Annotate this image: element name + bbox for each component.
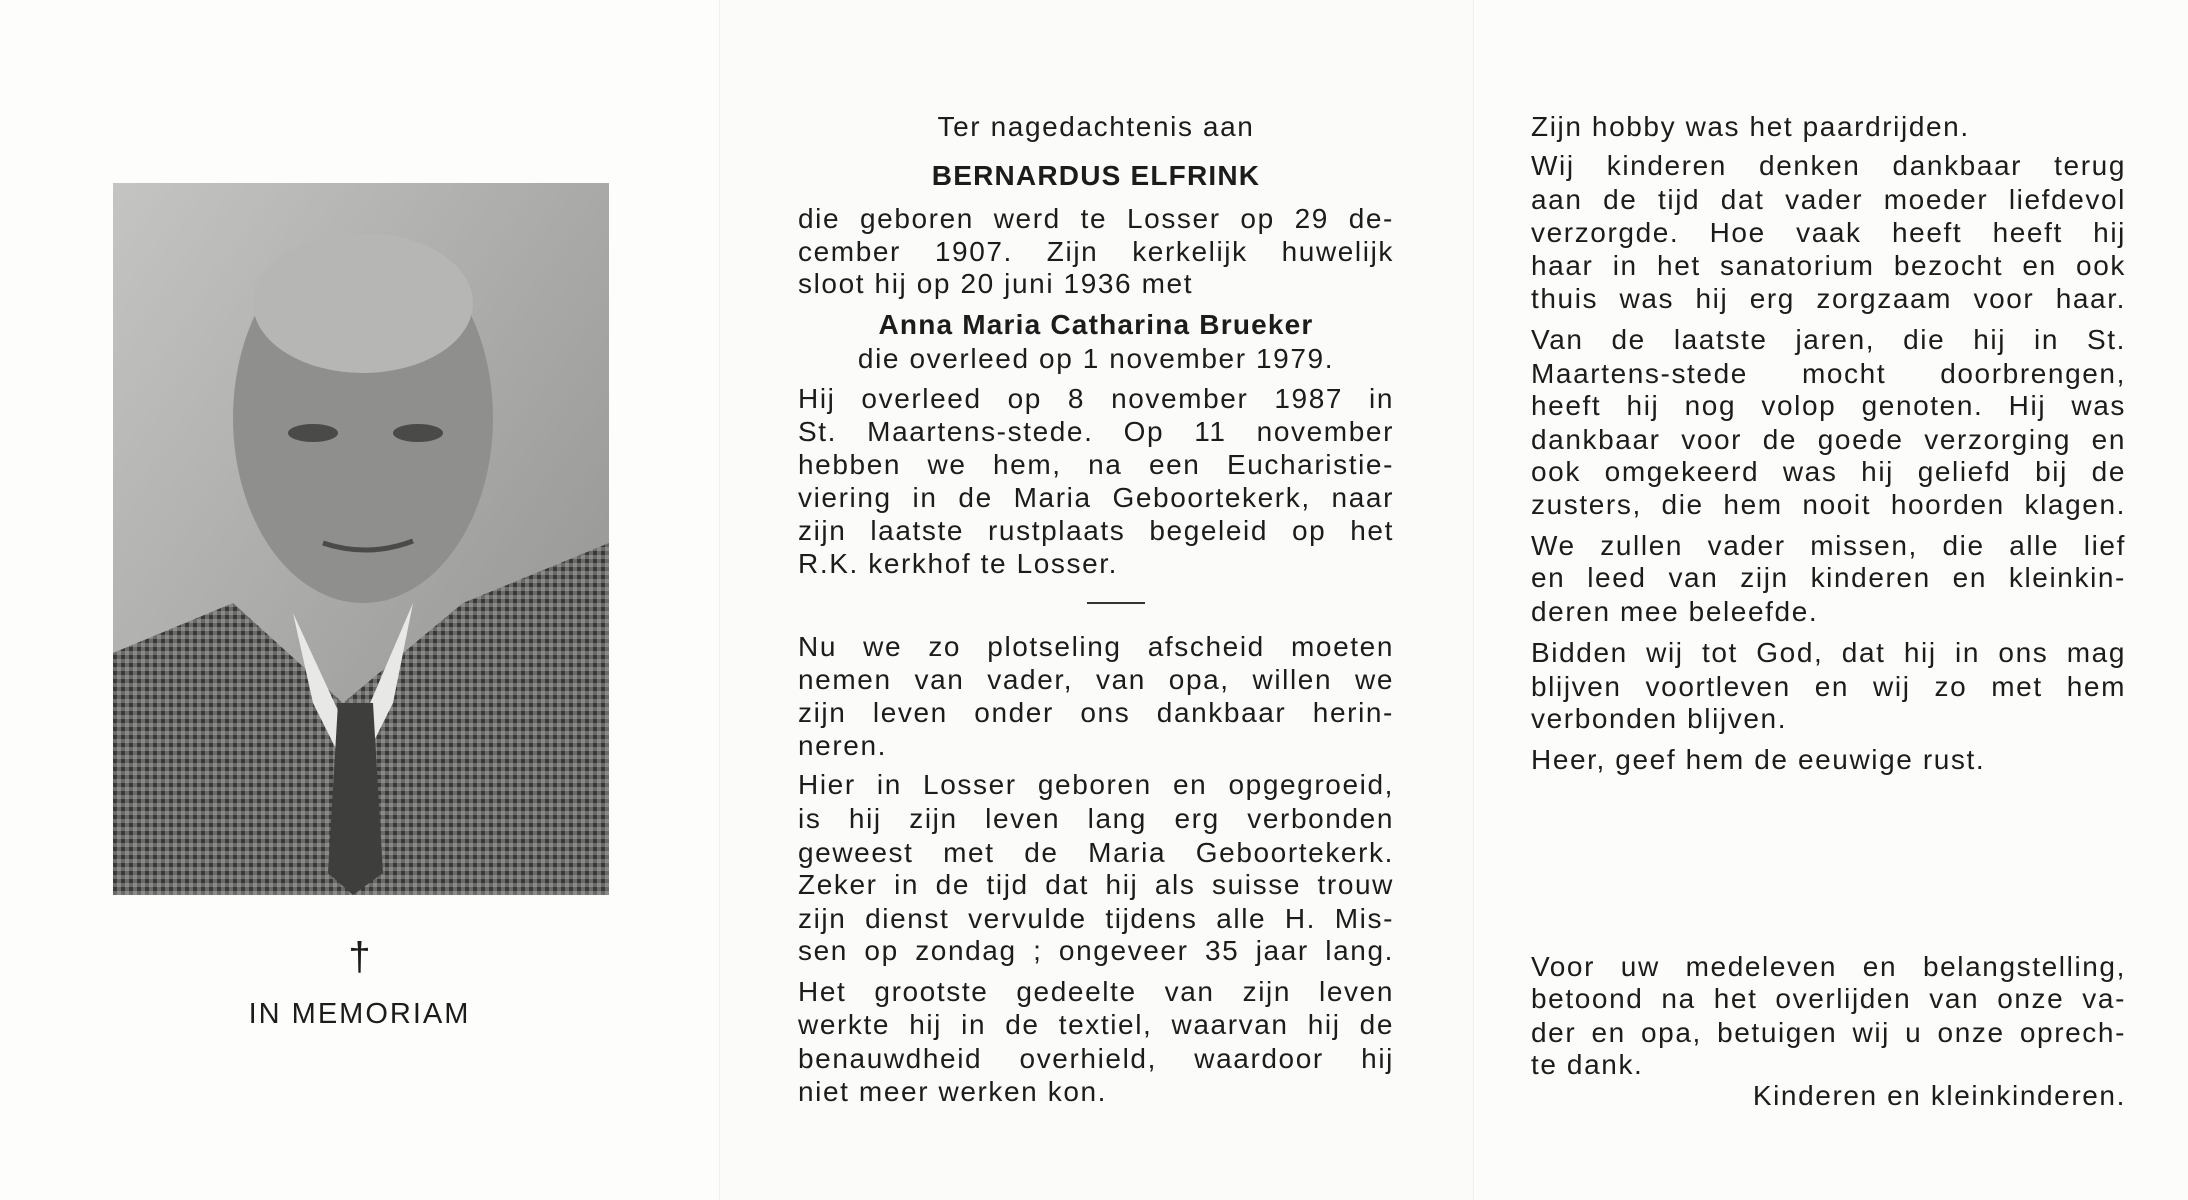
middle-column-text-line: niet meer werken kon. [798,1076,1108,1107]
right-column-text-line: Heer, geef hem de eeuwige rust. [1531,744,1986,775]
right-column-text-line: Voor uw medeleven en belangstelling, [1531,951,2126,982]
right-column-text-line: ook omgekeerd was hij geliefd bij de [1531,456,2126,487]
in-memoriam-label: IN MEMORIAM [248,998,471,1030]
middle-column-text-line: sloot hij op 20 juni 1936 met [798,268,1194,299]
right-column-text-line: Maartens-stede mocht doorbrengen, [1531,358,2126,389]
middle-column-text-line: Zeker in de tijd dat hij als suisse trouw [798,869,1394,900]
middle-column-text-line: R.K. kerkhof te Losser. [798,548,1119,579]
right-column-text-line: deren mee beleefde. [1531,596,1819,627]
right-column-text-line: zusters, die hem nooit hoorden klagen. [1531,489,2126,520]
middle-column-text-line: geweest met de Maria Geboortekerk. [798,837,1394,868]
middle-column-text-line: hebben we hem, na een Eucharistie- [798,449,1394,480]
right-column-text-line: Van de laatste jaren, die hij in St. [1531,324,2126,355]
right-column-text-line: Kinderen en kleinkinderen. [1752,1080,2126,1111]
middle-column-text-line: zijn laatste rustplaats begeleid op het [798,515,1394,546]
middle-column-text-line: nemen van vader, van opa, willen we [798,664,1394,695]
middle-column-text-line: is hij zijn leven lang erg verbonden [798,803,1394,834]
right-column-text-line: Wij kinderen denken dankbaar terug [1531,150,2126,181]
middle-column-text-line: Het grootste gedeelte van zijn leven [798,976,1394,1007]
portrait-photo [113,183,609,895]
right-column-text-line: haar in het sanatorium bezocht en ook [1531,250,2126,281]
middle-column-text-line: die geboren werd te Losser op 29 de- [798,203,1394,234]
right-column-text-line: heeft hij nog volop genoten. Hij was [1531,390,2126,421]
right-column-text-line: aan de tijd dat vader moeder liefdevol [1531,184,2126,215]
middle-column-text-line: zijn dienst vervulde tijdens alle H. Mis- [798,903,1394,934]
middle-column-text-line: die overleed op 1 november 1979. [857,343,1335,374]
cross-icon: † [348,935,371,979]
right-column-text-line: verzorgde. Hoe vaak heeft heeft hij [1531,217,2126,248]
section-divider [1087,602,1145,604]
middle-column-text-line: St. Maartens-stede. Op 11 november [798,416,1394,447]
middle-column-text-line: BERNARDUS ELFRINK [931,160,1261,191]
right-panel [1473,0,2188,1200]
middle-column-text-line: Hier in Losser geboren en opgegroeid, [798,769,1394,800]
right-column-text-line: thuis was hij erg zorgzaam voor haar. [1531,283,2126,314]
middle-column-text-line: Ter nagedachtenis aan [937,111,1255,142]
middle-panel [719,0,1474,1200]
middle-column-text-line: neren. [798,730,887,761]
right-column-text-line: betoond na het overlijden van onze va- [1531,983,2126,1014]
right-column-text-line: We zullen vader missen, die alle lief [1531,530,2126,561]
right-column-text-line: te dank. [1531,1049,1644,1080]
left-panel [0,0,719,1200]
middle-column-text-line: werkte hij in de textiel, waarvan hij de [798,1009,1394,1040]
right-column-text-line: blijven voortleven en wij zo met hem [1531,671,2126,702]
middle-column-text-line: viering in de Maria Geboortekerk, naar [798,482,1394,513]
middle-column-text-line: Nu we zo plotseling afscheid moeten [798,631,1394,662]
middle-column-text-line: benauwdheid overhield, waardoor hij [798,1043,1394,1074]
middle-column-text-line: Hij overleed op 8 november 1987 in [798,383,1394,414]
right-column-text-line: dankbaar voor de goede verzorging en [1531,424,2126,455]
right-column-text-line: der en opa, betuigen wij u onze oprech- [1531,1017,2126,1048]
middle-column-text-line: cember 1907. Zijn kerkelijk huwelijk [798,236,1394,267]
right-column-text-line: Bidden wij tot God, dat hij in ons mag [1531,637,2126,668]
middle-column-text-line: sen op zondag ; ongeveer 35 jaar lang. [798,935,1394,966]
middle-column-text-line: zijn leven onder ons dankbaar herin- [798,697,1394,728]
middle-column-text-line: Anna Maria Catharina Brueker [878,309,1314,340]
right-column-text-line: verbonden blijven. [1531,703,1788,734]
right-column-text-line: Zijn hobby was het paardrijden. [1531,111,1970,142]
right-column-text-line: en leed van zijn kinderen en kleinkin- [1531,562,2126,593]
